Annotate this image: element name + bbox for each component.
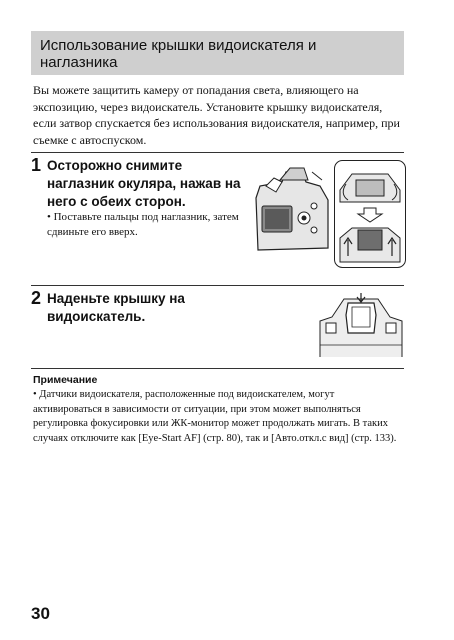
viewfinder-cap-illustration — [318, 293, 404, 361]
step-2-number: 2 — [31, 288, 42, 308]
step-1-number: 1 — [31, 155, 42, 175]
section-header-banner — [31, 31, 404, 75]
divider-step-2 — [31, 285, 404, 286]
step-2-title: Наденьте крышку на видоискатель. — [47, 291, 185, 324]
step-1-title: Осторожно снимите наглазник окуляра, нажав на него с обеих сторон. — [47, 158, 241, 209]
section-title: Использование крышки видоискателя и наглазника — [40, 37, 317, 71]
intro-paragraph: Вы можете защитить камеру от попадания света, влияющего на экспозицию, через видоискатель. Установите крышку видоискателя, если затвор спускается без использования видоискателя, например, при съемке с автоспуском. — [33, 83, 400, 147]
eyecup-removal-illustration — [334, 160, 406, 268]
step-1-bullet: • Поставьте пальцы под наглазник, затем сдвиньте его вверх. — [47, 211, 239, 238]
camera-back-illustration — [252, 160, 332, 260]
divider-note — [31, 368, 404, 369]
note-heading: Примечание — [33, 374, 98, 386]
note-text: • Датчики видоискателя, расположенные под видоискателем, могут активироваться в зависимости от ситуации, при этом может выполняться регулировка фокусировки или ЖК-монитор может продолжать мигать. В таких случаях отключите как [Eye-Start AF] (стр. 80), так и [Авто.откл.с вид] (стр. 133). — [33, 389, 397, 444]
divider-step-1 — [31, 152, 404, 153]
page-number: 30 — [31, 604, 50, 623]
